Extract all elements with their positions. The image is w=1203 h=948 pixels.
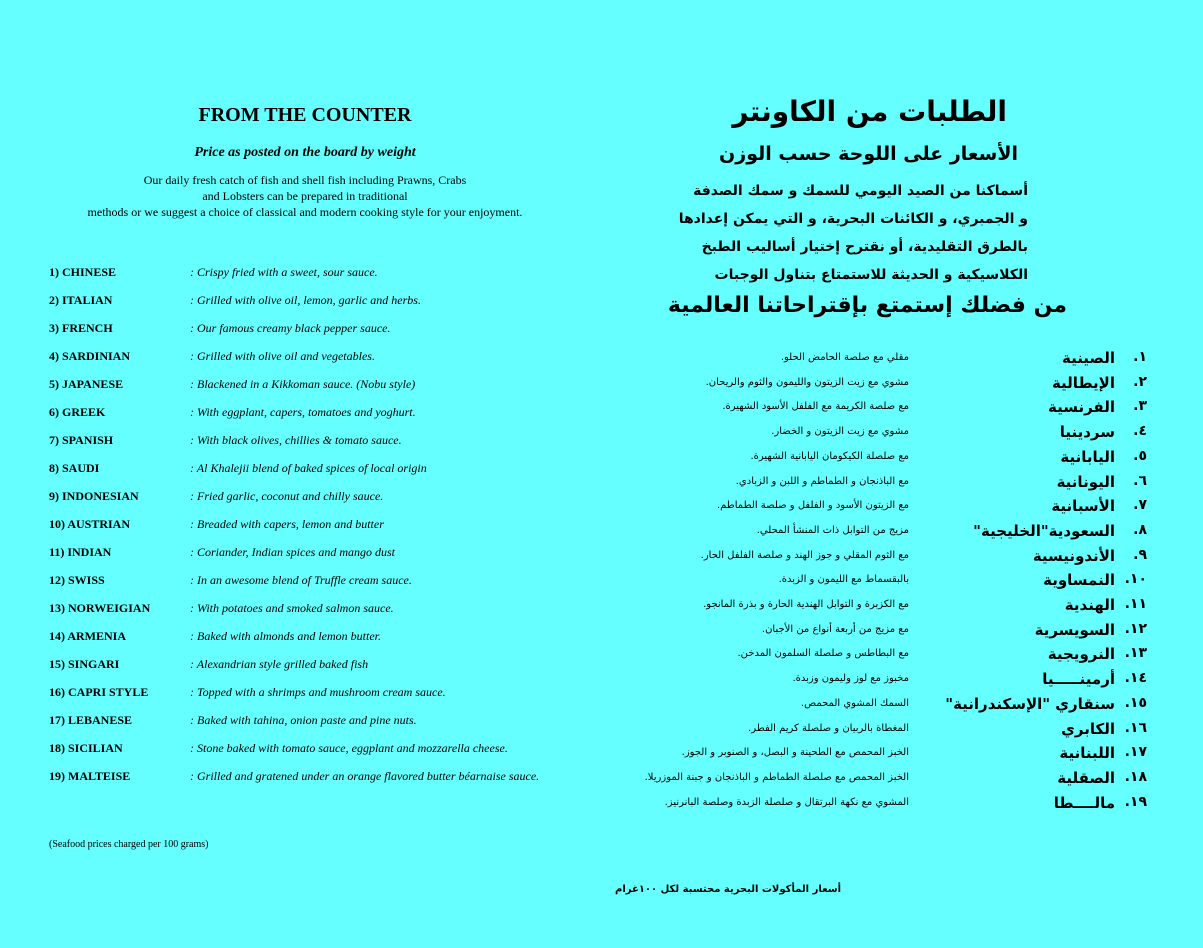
arabic-menu-item-name: الصينية bbox=[1061, 349, 1115, 367]
menu-item-name: 9) INDONESIAN bbox=[49, 489, 139, 503]
menu-item-name: 16) CAPRI STYLE bbox=[49, 685, 149, 699]
menu-item-description: : Al Khalejii blend of baked spices of local origin bbox=[190, 461, 427, 475]
menu-item-description: : Baked with tahina, onion paste and pine nuts. bbox=[190, 713, 417, 727]
arabic-menu-item-description: مزيج من التوابل ذات المنشأ المحلي. bbox=[756, 524, 909, 536]
arabic-menu-item-number: ٣. bbox=[1133, 398, 1147, 415]
menu-item-row bbox=[49, 629, 589, 649]
arabic-title: الطلبات من الكاونتر bbox=[732, 95, 1007, 128]
arabic-price-note: أسعار المأكولات البحرية محتسبة لكل ١٠٠غرام bbox=[615, 884, 841, 895]
menu-item-description: : Crispy fried with a sweet, sour sauce. bbox=[190, 265, 378, 279]
arabic-menu-item-row bbox=[600, 448, 1147, 470]
menu-item-name: 8) SAUDI bbox=[49, 461, 100, 475]
menu-item-description: : Breaded with capers, lemon and butter bbox=[190, 517, 384, 531]
menu-item-name: 11) INDIAN bbox=[49, 545, 112, 559]
arabic-menu-item-name: النمساوية bbox=[1043, 571, 1115, 590]
menu-item-name: 17) LEBANESE bbox=[49, 713, 133, 727]
arabic-menu-item-name: اللبنانية bbox=[1059, 744, 1115, 763]
menu-item-name: 7) SPANISH bbox=[49, 433, 114, 447]
arabic-menu-item-number: ١٣. bbox=[1124, 645, 1147, 662]
menu-item-description: : Alexandrian style grilled baked fish bbox=[190, 657, 369, 671]
arabic-menu-item-name: الكابري bbox=[1061, 719, 1115, 738]
menu-item-name: 14) ARMENIA bbox=[49, 629, 126, 643]
menu-item-description: : With black olives, chillies & tomato sauce. bbox=[190, 433, 402, 447]
arabic-menu-item-name: السويسرية bbox=[1034, 620, 1115, 639]
menu-item-name: 3) FRENCH bbox=[49, 321, 113, 335]
menu-item-description: : Our famous creamy black pepper sauce. bbox=[190, 321, 391, 335]
menu-item-description: : Grilled and gratened under an orange flavored butter béarnaise sauce. bbox=[190, 769, 540, 783]
arabic-menu-item-number: ١١. bbox=[1124, 596, 1147, 612]
english-intro bbox=[60, 172, 550, 220]
arabic-menu-item-description: مشوي مع زيت الزيتون و الخضار. bbox=[771, 426, 909, 438]
arabic-suggestions-heading: من فضلك إستمتع بإقتراحاتنا العالمية bbox=[667, 293, 1067, 318]
arabic-menu-item-row bbox=[600, 695, 1147, 717]
arabic-menu-item-row bbox=[600, 547, 1147, 569]
menu-item-name: 13) NORWEIGIAN bbox=[49, 601, 151, 615]
menu-item-name: 5) JAPANESE bbox=[49, 377, 124, 391]
menu-item-name: 4) SARDINIAN bbox=[49, 349, 131, 363]
arabic-menu-item-number: ٧. bbox=[1133, 497, 1147, 514]
arabic-menu-item-description: مع الزيتون الأسود و الفلفل و صلصة الطماطم. bbox=[716, 500, 909, 512]
arabic-menu-item-number: ٩. bbox=[1133, 546, 1147, 563]
menu-item-row bbox=[49, 293, 589, 313]
arabic-menu-item-description: مع الكزبرة و التوابل الهندية الحارة و بذرة المانجو. bbox=[703, 599, 909, 610]
arabic-menu-item-description: مع الثوم المقلي و جوز الهند و صلصة الفلفل الحار. bbox=[700, 549, 909, 561]
arabic-menu-item-number: ٦. bbox=[1133, 472, 1147, 489]
arabic-menu-item-description: مقلي مع صلصة الحامض الحلو. bbox=[780, 352, 909, 363]
arabic-menu-item-number: ١٧. bbox=[1124, 744, 1147, 761]
arabic-menu-item-description: الخبز المحمص مع الطحينة و البصل، و الصنوبر و الجوز. bbox=[681, 747, 909, 759]
arabic-menu-item-description: بالبقسماط مع الليمون و الزبدة. bbox=[778, 574, 909, 586]
menu-item-row bbox=[49, 349, 589, 369]
arabic-menu-item-description: مشوي مع زيت الزيتون والليمون والثوم والريحان. bbox=[705, 376, 909, 388]
arabic-menu-item-number: ٨. bbox=[1133, 521, 1147, 538]
arabic-menu-item-description: مع صلصلة الكيكومان اليابانية الشهيرة. bbox=[750, 450, 909, 462]
menu-item-name: 1) CHINESE bbox=[49, 265, 117, 279]
arabic-menu-item-row bbox=[600, 473, 1147, 495]
arabic-menu-item-description: مع الباذنجان و الطماطم و اللبن و الزبادي. bbox=[735, 475, 909, 487]
arabic-menu-item-description: الخبز المحمص مع صلصلة الطماطم و الباذنجان و جبنة الموزريلا. bbox=[644, 771, 909, 783]
arabic-menu-item-name: الهندية bbox=[1064, 596, 1115, 614]
menu-item-row bbox=[49, 265, 589, 285]
english-intro-line: methods or we suggest a choice of classical and modern cooking style for your enjoyment. bbox=[87, 205, 523, 219]
arabic-menu-item-row bbox=[600, 497, 1147, 519]
menu-item-row bbox=[49, 713, 589, 733]
arabic-menu-item-number: ١٠. bbox=[1124, 571, 1147, 588]
menu-item-description: : Blackened in a Kikkoman sauce. (Nobu style) bbox=[190, 377, 416, 391]
arabic-menu-item-description: مع صلصة الكريمة مع الفلفل الأسود الشهيرة. bbox=[722, 401, 909, 413]
arabic-intro-line: أسماكنا من الصيد اليومي للسمك و سمك الصدفة bbox=[693, 183, 1028, 199]
arabic-menu-item-row bbox=[600, 670, 1147, 692]
menu-item-description: : Grilled with olive oil and vegetables. bbox=[190, 349, 375, 363]
menu-item-description: : Coriander, Indian spices and mango dust bbox=[190, 545, 395, 559]
arabic-menu-item-row bbox=[600, 349, 1147, 371]
arabic-menu-item-row bbox=[600, 374, 1147, 396]
menu-item-description: : Stone baked with tomato sauce, eggplant and mozzarella cheese. bbox=[190, 741, 508, 755]
arabic-menu-item-name: اليابانية bbox=[1060, 447, 1115, 466]
menu-item-row bbox=[49, 601, 589, 621]
menu-item-description: : Topped with a shrimps and mushroom cream sauce. bbox=[190, 685, 446, 699]
arabic-menu-item-name: الإيطالية bbox=[1051, 373, 1115, 392]
menu-item-name: 2) ITALIAN bbox=[49, 293, 113, 307]
menu-item-name: 19) MALTEISE bbox=[49, 769, 131, 783]
arabic-menu-item-name: النرويجية bbox=[1047, 645, 1115, 664]
arabic-menu-item-number: ٤. bbox=[1133, 423, 1147, 440]
arabic-menu-item-number: ١٩. bbox=[1124, 793, 1147, 810]
arabic-menu-item-name: اليونانية bbox=[1056, 472, 1115, 491]
english-intro-line: Our daily fresh catch of fish and shell fish including Prawns, Crabs bbox=[143, 173, 467, 187]
arabic-menu-item-name: أرمينـــــيا bbox=[1042, 670, 1115, 689]
arabic-menu-item-number: ١٤. bbox=[1124, 670, 1147, 687]
arabic-menu-item-description: مخبوز مع لوز وليمون وزبدة. bbox=[792, 673, 909, 685]
arabic-menu-item-number: ٥. bbox=[1133, 447, 1147, 464]
arabic-menu-item-description: المشوي مع نكهة البرتقال و صلصلة الزبدة وصلصة البانرنيز. bbox=[664, 796, 909, 808]
arabic-menu-item-name: الأندونيسية bbox=[1032, 546, 1115, 565]
arabic-menu-item-row bbox=[600, 571, 1147, 593]
menu-item-row bbox=[49, 741, 589, 761]
menu-item-description: : Fried garlic, coconut and chilly sauce. bbox=[190, 489, 384, 503]
arabic-menu-item-number: ١٦. bbox=[1124, 719, 1147, 736]
arabic-menu-item-description: السمك المشوي المحمص. bbox=[800, 697, 909, 709]
arabic-intro-line: و الجمبري، و الكائنات البحرية، و التي يمكن إعدادها bbox=[678, 211, 1028, 227]
arabic-intro-line: بالطرق التقليدية، أو نقترح إختيار أساليب الطبخ bbox=[701, 239, 1028, 255]
menu-item-row bbox=[49, 685, 589, 705]
arabic-menu-item-number: ١٢. bbox=[1124, 620, 1147, 637]
arabic-menu-item-name: الفرنسية bbox=[1047, 398, 1115, 417]
menu-item-row bbox=[49, 769, 589, 789]
menu-item-name: 6) GREEK bbox=[49, 405, 106, 419]
menu-item-row bbox=[49, 657, 589, 677]
arabic-menu-item-row bbox=[600, 621, 1147, 643]
arabic-menu-item-name: سردينيا bbox=[1059, 423, 1115, 442]
arabic-menu-item-name: مالــــطا bbox=[1053, 793, 1115, 812]
arabic-menu-item-name: السعودية"الخليجية" bbox=[973, 521, 1115, 540]
arabic-menu-item-name: الأسبانية bbox=[1051, 497, 1115, 516]
menu-item-description: : With potatoes and smoked salmon sauce. bbox=[190, 601, 394, 615]
menu-item-name: 15) SINGARI bbox=[49, 657, 120, 671]
menu-item-row bbox=[49, 545, 589, 565]
arabic-menu-item-row bbox=[600, 596, 1147, 618]
menu-item-row bbox=[49, 321, 589, 341]
arabic-menu-item-description: مع مزيج من أربعة أنواع من الأجبان. bbox=[761, 623, 909, 635]
menu-item-description: : With eggplant, capers, tomatoes and yoghurt. bbox=[190, 405, 416, 419]
arabic-menu-item-row bbox=[600, 769, 1147, 791]
arabic-menu-item-row bbox=[600, 794, 1147, 816]
menu-item-name: 18) SICILIAN bbox=[49, 741, 123, 755]
menu-item-name: 10) AUSTRIAN bbox=[49, 517, 131, 531]
arabic-menu-item-number: ١٨. bbox=[1124, 768, 1147, 785]
arabic-menu-item-number: ٢. bbox=[1133, 373, 1147, 390]
arabic-menu-item-row bbox=[600, 398, 1147, 420]
arabic-intro bbox=[578, 177, 1028, 289]
arabic-menu-item-row bbox=[600, 720, 1147, 742]
menu-item-description: : Baked with almonds and lemon butter. bbox=[190, 629, 381, 643]
menu-item-row bbox=[49, 433, 589, 453]
arabic-menu-item-name: سنقاري "الإسكندرانية" bbox=[945, 694, 1115, 713]
arabic-menu-item-row bbox=[600, 744, 1147, 766]
menu-item-row bbox=[49, 377, 589, 397]
arabic-subtitle: الأسعار على اللوحة حسب الوزن bbox=[719, 143, 1018, 165]
arabic-menu-item-description: مع البطاطس و صلصلة السلمون المدخن. bbox=[737, 648, 909, 660]
menu-item-name: 12) SWISS bbox=[49, 573, 105, 587]
arabic-menu-item-row bbox=[600, 423, 1147, 445]
menu-item-row bbox=[49, 405, 589, 425]
menu-item-description: : In an awesome blend of Truffle cream sauce. bbox=[190, 573, 412, 587]
arabic-menu-item-number: ١٥. bbox=[1124, 694, 1147, 711]
english-subtitle: Price as posted on the board by weight bbox=[194, 145, 416, 160]
english-price-note: (Seafood prices charged per 100 grams) bbox=[49, 839, 209, 850]
menu-item-row bbox=[49, 573, 589, 593]
menu-item-row bbox=[49, 517, 589, 537]
menu-item-row bbox=[49, 489, 589, 509]
arabic-menu-item-description: المغطاة بالربيان و صلصلة كريم الفطر. bbox=[748, 722, 909, 734]
arabic-menu-item-number: ١. bbox=[1133, 349, 1147, 365]
menu-item-description: : Grilled with olive oil, lemon, garlic and herbs. bbox=[190, 293, 421, 307]
arabic-menu-item-row bbox=[600, 522, 1147, 544]
arabic-menu-item-name: الصقلية bbox=[1057, 768, 1115, 787]
menu-item-row bbox=[49, 461, 589, 481]
english-title: FROM THE COUNTER bbox=[198, 104, 412, 126]
arabic-intro-line: الكلاسيكية و الحديثة للاستمتاع بتناول الوجبات bbox=[714, 267, 1028, 283]
arabic-menu-item-row bbox=[600, 645, 1147, 667]
english-intro-line: and Lobsters can be prepared in traditional bbox=[202, 189, 408, 203]
